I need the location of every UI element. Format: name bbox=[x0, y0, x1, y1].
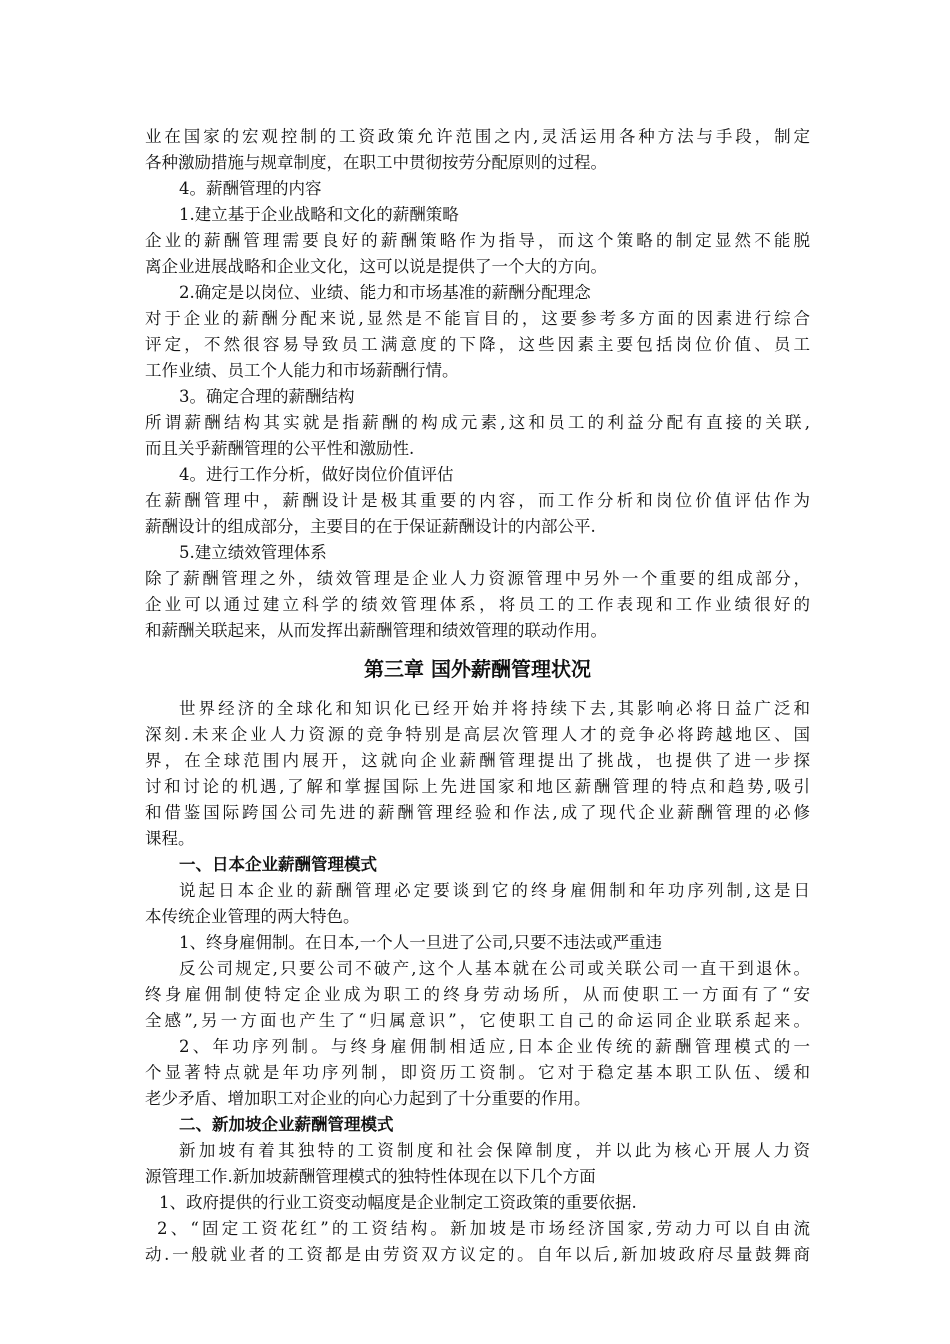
paragraph-line: 除了薪酬管理之外，绩效管理是企业人力资源管理中另外一个重要的组成部分， bbox=[145, 569, 810, 588]
section-heading-singapore: 二、新加坡企业薪酬管理模式 bbox=[179, 1115, 394, 1134]
paragraph-line: 世界经济的全球化和知识化已经开始并将持续下去,其影响必将日益广泛和 bbox=[179, 699, 810, 718]
chapter-title: 第三章 国外薪酬管理状况 bbox=[364, 657, 591, 681]
paragraph-line: 在薪酬管理中，薪酬设计是极其重要的内容，而工作分析和岗位价值评估作为 bbox=[145, 491, 810, 510]
paragraph-line: 工作业绩、员工个人能力和市场薪酬行情。 bbox=[145, 361, 459, 380]
paragraph-line: 1、政府提供的行业工资变动幅度是企业制定工资政策的重要依据. bbox=[159, 1193, 637, 1212]
paragraph-line: 源管理工作.新加坡薪酬管理模式的独特性体现在以下几个方面 bbox=[145, 1167, 596, 1186]
paragraph-line: 2、年功序列制。与终身雇佣制相适应,日本企业传统的薪酬管理模式的一 bbox=[179, 1037, 810, 1056]
paragraph-line: 所谓薪酬结构其实就是指薪酬的构成元素,这和员工的利益分配有直接的关联, bbox=[145, 413, 810, 432]
subsection-heading: 2.确定是以岗位、业绩、能力和市场基准的薪酬分配理念 bbox=[179, 283, 591, 302]
paragraph-line: 动.一般就业者的工资都是由劳资双方议定的。自年以后,新加坡政府尽量鼓舞商 bbox=[145, 1245, 810, 1264]
paragraph-line: 个显著特点就是年功序列制，即资历工资制。它对于稳定基本职工队伍、缓和 bbox=[145, 1063, 810, 1082]
paragraph-line: 老少矛盾、增加职工对企业的向心力起到了十分重要的作用。 bbox=[145, 1089, 591, 1108]
section-heading-japan: 一、日本企业薪酬管理模式 bbox=[179, 855, 377, 874]
paragraph-line: 本传统企业管理的两大特色。 bbox=[145, 907, 360, 926]
paragraph-line: 和薪酬关联起来，从而发挥出薪酬管理和绩效管理的联动作用。 bbox=[145, 621, 607, 640]
paragraph-line: 界，在全球范围内展开，这就向企业薪酬管理提出了挑战，也提供了进一步探 bbox=[145, 751, 810, 770]
subsection-heading: 5.建立绩效管理体系 bbox=[179, 543, 327, 562]
paragraph-line: 1、终身雇佣制。在日本,一个人一旦进了公司,只要不违法或严重违 bbox=[179, 933, 662, 952]
subsection-heading: 4。进行工作分析，做好岗位价值评估 bbox=[179, 465, 454, 484]
document-page bbox=[145, 124, 810, 1268]
paragraph-line: 新加坡有着其独特的工资制度和社会保障制度，并以此为核心开展人力资 bbox=[179, 1141, 810, 1160]
paragraph-line: 2、“固定工资花红”的工资结构。新加坡是市场经济国家,劳动力可以自由流 bbox=[157, 1219, 810, 1238]
paragraph-line: 说起日本企业的薪酬管理必定要谈到它的终身雇佣制和年功序列制,这是日 bbox=[179, 881, 810, 900]
paragraph-line: 离企业进展战略和企业文化，这可以说是提供了一个大的方向。 bbox=[145, 257, 607, 276]
paragraph-line: 业在国家的宏观控制的工资政策允许范围之内,灵活运用各种方法与手段，制定 bbox=[145, 127, 810, 146]
paragraph-line: 深刻.未来企业人力资源的竞争特别是高层次管理人才的竞争必将跨越地区、国 bbox=[145, 725, 810, 744]
subsection-heading: 3。确定合理的薪酬结构 bbox=[179, 387, 355, 406]
paragraph-line: 课程。 bbox=[145, 829, 195, 848]
paragraph-line: 企业的薪酬管理需要良好的薪酬策略作为指导，而这个策略的制定显然不能脱 bbox=[145, 231, 810, 250]
paragraph-line: 讨和讨论的机遇,了解和掌握国际上先进国家和地区薪酬管理的特点和趋势,吸引 bbox=[145, 777, 810, 796]
paragraph-line: 而且关乎薪酬管理的公平性和激励性. bbox=[145, 439, 415, 458]
paragraph-line: 薪酬设计的组成部分，主要目的在于保证薪酬设计的内部公平. bbox=[145, 517, 596, 536]
paragraph-line: 对于企业的薪酬分配来说,显然是不能盲目的，这要参考多方面的因素进行综合 bbox=[145, 309, 810, 328]
paragraph-line: 反公司规定,只要公司不破产,这个人基本就在公司或关联公司一直干到退休。 bbox=[179, 959, 810, 978]
section-heading: 4。薪酬管理的内容 bbox=[179, 179, 322, 198]
paragraph-line: 和借鉴国际跨国公司先进的薪酬管理经验和作法,成了现代企业薪酬管理的必修 bbox=[145, 803, 810, 822]
paragraph-line: 终身雇佣制使特定企业成为职工的终身劳动场所，从而使职工一方面有了“安 bbox=[145, 985, 810, 1004]
paragraph-line: 企业可以通过建立科学的绩效管理体系，将员工的工作表现和工作业绩很好的 bbox=[145, 595, 810, 614]
paragraph-line: 评定，不然很容易导致员工满意度的下降，这些因素主要包括岗位价值、员工 bbox=[145, 335, 810, 354]
paragraph-line: 全感”,另一方面也产生了“归属意识”，它使职工自己的命运同企业联系起来。 bbox=[145, 1011, 810, 1030]
paragraph-line: 各种激励措施与规章制度，在职工中贯彻按劳分配原则的过程。 bbox=[145, 153, 607, 172]
subsection-heading: 1.建立基于企业战略和文化的薪酬策略 bbox=[179, 205, 459, 224]
